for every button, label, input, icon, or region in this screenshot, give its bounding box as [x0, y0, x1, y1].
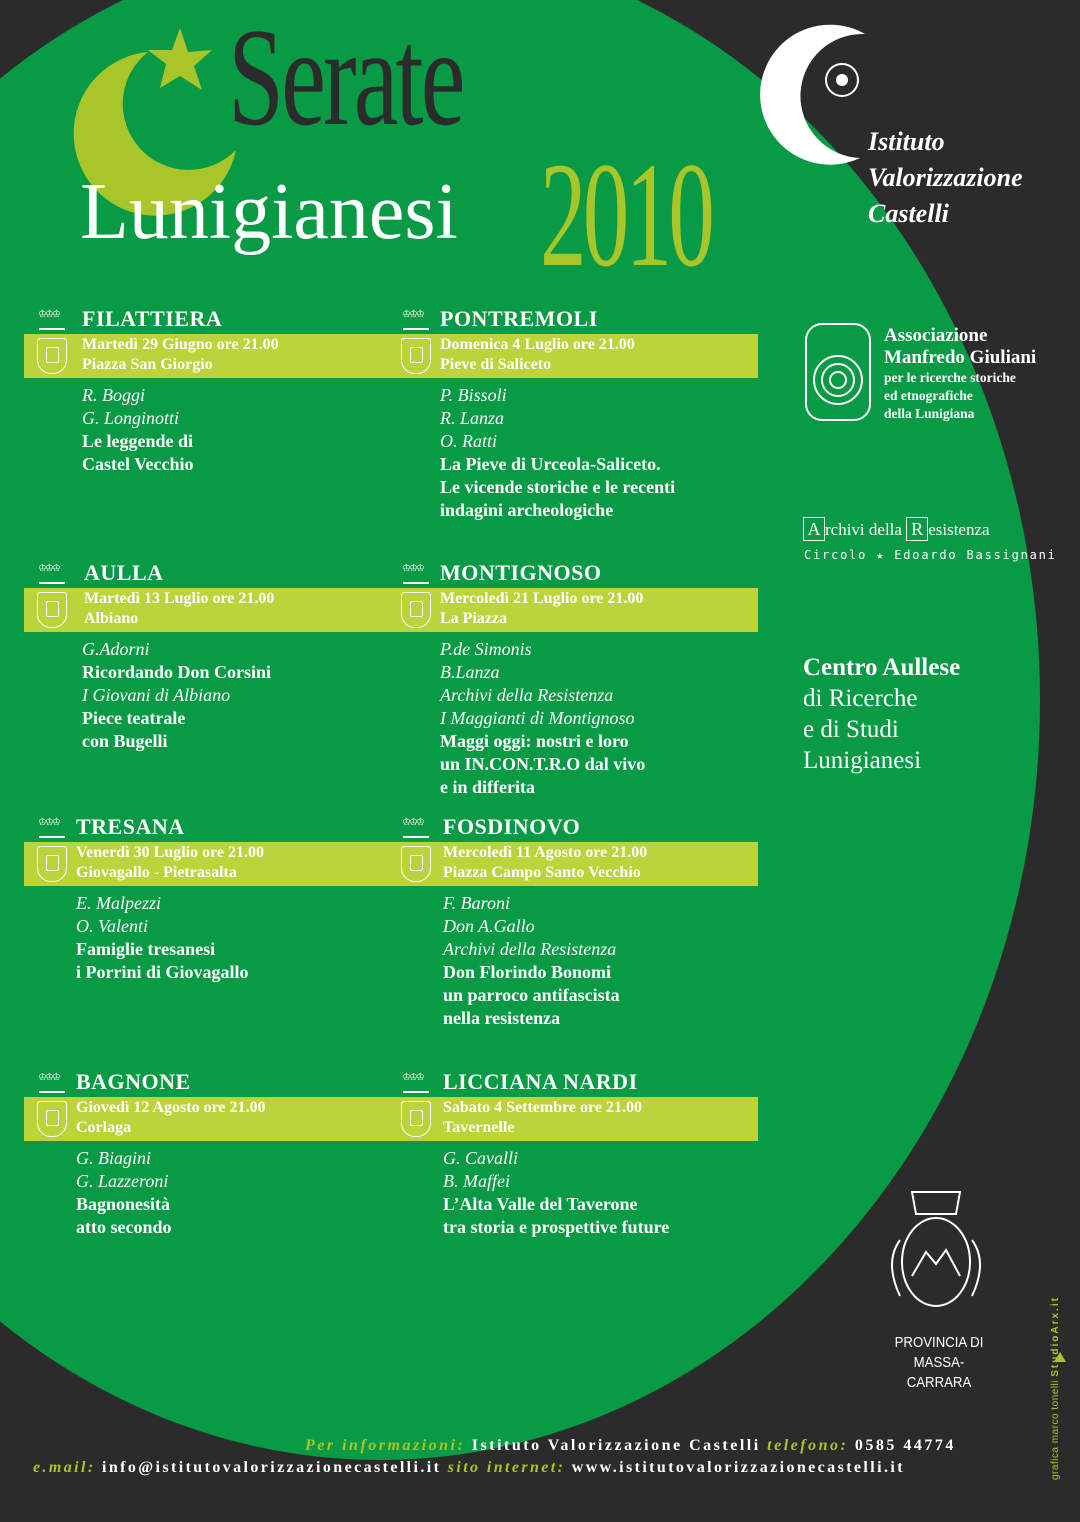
ivc-line: Istituto	[868, 127, 945, 156]
event-city: PONTREMOLI	[440, 306, 598, 331]
centro-aullese	[803, 652, 960, 776]
ivc-line: Valorizzazione	[868, 163, 1023, 192]
event-place: Pieve di Saliceto	[440, 356, 552, 373]
event-place: Piazza Campo Santo Vecchio	[443, 864, 641, 881]
event-topic: nella resistenza	[443, 1008, 561, 1028]
tel-value: 0585 44774	[854, 1437, 956, 1454]
event-speaker: F. Baroni	[443, 893, 511, 913]
event-description	[443, 892, 620, 1030]
event-city: BAGNONE	[76, 1069, 191, 1094]
event-date-place	[443, 843, 647, 883]
provincia-line: MASSA-CARRARA	[906, 1354, 972, 1391]
town-crest-icon	[401, 846, 431, 882]
cau-line-2: di Ricerche	[803, 685, 918, 712]
event-speaker: I Giovani di Albiano	[82, 685, 231, 705]
tel-label: telefono:	[767, 1437, 855, 1454]
adr-circolo: Circolo ★ Edoardo Bassignani	[804, 548, 1057, 562]
event-speaker: R. Lanza	[440, 408, 505, 428]
title-lunigianesi: Lunigianesi	[80, 168, 458, 256]
event-topic: Maggi oggi: nostri e loro	[440, 731, 629, 751]
cau-line-1: Centro Aullese	[803, 654, 961, 681]
event-place: Piazza San Giorgio	[82, 356, 213, 373]
event-date: Mercoledì 21 Luglio ore 21.00	[440, 590, 644, 607]
amg-name-1: Associazione	[884, 325, 988, 346]
event-topic: indagini archeologiche	[440, 500, 614, 520]
event-topic: i Porrini di Giovagallo	[76, 962, 249, 982]
adr-text-2: esistenza	[928, 520, 990, 539]
event-speaker: I Maggianti di Montignoso	[440, 708, 635, 728]
istituto-valorizzazione-castelli	[868, 124, 1023, 232]
crown-icon	[39, 318, 65, 330]
event-topic: con Bugelli	[82, 731, 168, 751]
cau-line-4: Lunigianesi	[803, 747, 922, 774]
event-date-place	[440, 589, 643, 629]
event-speaker: E. Malpezzi	[76, 893, 161, 913]
title-year: 2010	[540, 132, 712, 298]
event-place: Tavernelle	[443, 1119, 515, 1136]
event-speaker: G. Lazzeroni	[76, 1171, 169, 1191]
event-topic: un parroco antifascista	[443, 985, 620, 1005]
event-speaker: P.de Simonis	[440, 639, 532, 659]
event-city: AULLA	[84, 560, 164, 585]
event-date: Martedì 13 Luglio ore 21.00	[84, 590, 275, 607]
event-description	[440, 384, 675, 522]
event-topic: Le vicende storiche e le recenti	[440, 477, 676, 497]
footer-info-line	[305, 1437, 956, 1455]
graphic-credit	[1050, 1296, 1061, 1480]
mail-link[interactable]: info@istitutovalorizzazionecastelli.it	[101, 1459, 448, 1476]
event-date: Giovedì 12 Agosto ore 21.00	[76, 1099, 266, 1116]
crown-icon	[39, 572, 65, 584]
event-city: LICCIANA NARDI	[443, 1069, 638, 1094]
event-topic: atto secondo	[76, 1217, 172, 1237]
credit-prefix: grafica marco tonelli	[1050, 1380, 1061, 1480]
event-speaker: G. Biagini	[76, 1148, 151, 1168]
title-serate: Serate	[228, 0, 463, 155]
crown-icon	[403, 1081, 429, 1093]
ivc-line: Castelli	[868, 199, 949, 228]
event-place: Albiano	[84, 610, 139, 627]
event-date: Venerdì 30 Luglio ore 21.00	[76, 844, 265, 861]
event-speaker: P. Bissoli	[440, 385, 507, 405]
event-speaker: O. Ratti	[440, 431, 497, 451]
archivi-della-resistenza-logo	[803, 517, 990, 541]
event-description	[76, 1147, 172, 1239]
event-city: FOSDINOVO	[443, 814, 581, 839]
event-topic: La Pieve di Urceola-Saliceto.	[440, 454, 661, 474]
event-speaker: Don A.Gallo	[443, 916, 535, 936]
footer-contact-line	[33, 1459, 905, 1477]
info-value: Istituto Valorizzazione Castelli	[471, 1437, 768, 1454]
event-speaker: B. Maffei	[443, 1171, 510, 1191]
mail-label: e.mail:	[33, 1459, 102, 1476]
amg-sub: per le ricerche storiche	[884, 369, 1016, 385]
town-crest-icon	[37, 592, 67, 628]
credit-studio: StudioArx.it	[1050, 1296, 1061, 1377]
event-date-place	[443, 1098, 642, 1138]
event-place: Corlaga	[76, 1119, 132, 1136]
event-speaker: Archivi della Resistenza	[443, 939, 617, 959]
event-description	[76, 892, 249, 984]
crown-icon	[403, 318, 429, 330]
event-speaker: G. Longinotti	[82, 408, 180, 428]
event-topic: Bagnonesità	[76, 1194, 171, 1214]
event-topic: e in differita	[440, 777, 535, 797]
event-date-place	[82, 335, 279, 375]
crown-icon	[403, 572, 429, 584]
event-date: Sabato 4 Settembre ore 21.00	[443, 1099, 642, 1116]
amg-sub: ed etnografiche	[884, 387, 973, 403]
adr-initial-r: R	[906, 517, 928, 541]
event-description	[440, 638, 645, 799]
event-city: FILATTIERA	[82, 306, 223, 331]
crown-icon	[39, 826, 65, 838]
event-description	[82, 384, 194, 476]
event-description	[443, 1147, 669, 1239]
event-speaker: B.Lanza	[440, 662, 500, 682]
amg-name-2: Manfredo Giuliani	[884, 346, 1037, 368]
event-topic: un IN.CON.T.R.O dal vivo	[440, 754, 646, 774]
event-speaker: Archivi della Resistenza	[440, 685, 614, 705]
associazione-manfredo-giuliani	[884, 325, 1036, 423]
event-topic: Le leggende di	[82, 431, 193, 451]
town-crest-icon	[401, 338, 431, 374]
event-date: Martedì 29 Giugno ore 21.00	[82, 336, 279, 353]
event-date-place	[84, 589, 274, 629]
event-place: Giovagallo - Pietrasalta	[76, 864, 237, 881]
event-city: MONTIGNOSO	[440, 560, 602, 585]
town-crest-icon	[37, 338, 67, 374]
event-speaker: O. Valenti	[76, 916, 148, 936]
event-city: TRESANA	[76, 814, 185, 839]
event-date-place	[440, 335, 635, 375]
event-speaker: R. Boggi	[82, 385, 145, 405]
event-topic: Castel Vecchio	[82, 454, 194, 474]
event-topic: Don Florindo Bonomi	[443, 962, 612, 982]
event-date: Domenica 4 Luglio ore 21.00	[440, 336, 635, 353]
event-speaker: G.Adorni	[82, 639, 150, 659]
event-topic: L’Alta Valle del Taverone	[443, 1194, 638, 1214]
event-date: Mercoledì 11 Agosto ore 21.00	[443, 844, 648, 861]
event-date-place	[76, 843, 264, 883]
event-description	[82, 638, 271, 753]
town-crest-icon	[37, 846, 67, 882]
adr-text-1: rchivi della	[825, 520, 907, 539]
event-speaker: G. Cavalli	[443, 1148, 518, 1168]
adr-initial-a: A	[803, 517, 825, 541]
event-topic: Piece teatrale	[82, 708, 186, 728]
event-topic: tra storia e prospettive future	[443, 1217, 670, 1237]
event-topic: Famiglie tresanesi	[76, 939, 216, 959]
town-crest-icon	[37, 1101, 67, 1137]
event-place: La Piazza	[440, 610, 508, 627]
crown-icon	[39, 1081, 65, 1093]
amg-sub: della Lunigiana	[884, 405, 975, 421]
event-topic: Ricordando Don Corsini	[82, 662, 272, 682]
provincia-label	[884, 1333, 995, 1393]
town-crest-icon	[401, 592, 431, 628]
event-date-place	[76, 1098, 265, 1138]
info-label: Per informazioni:	[305, 1437, 472, 1454]
site-label: sito internet:	[447, 1459, 572, 1476]
town-crest-icon	[401, 1101, 431, 1137]
crown-icon	[403, 826, 429, 838]
site-link[interactable]: www.istitutovalorizzazionecastelli.it	[571, 1459, 905, 1476]
provincia-line: PROVINCIA DI	[894, 1334, 984, 1351]
cau-line-3: e di Studi	[803, 716, 899, 743]
